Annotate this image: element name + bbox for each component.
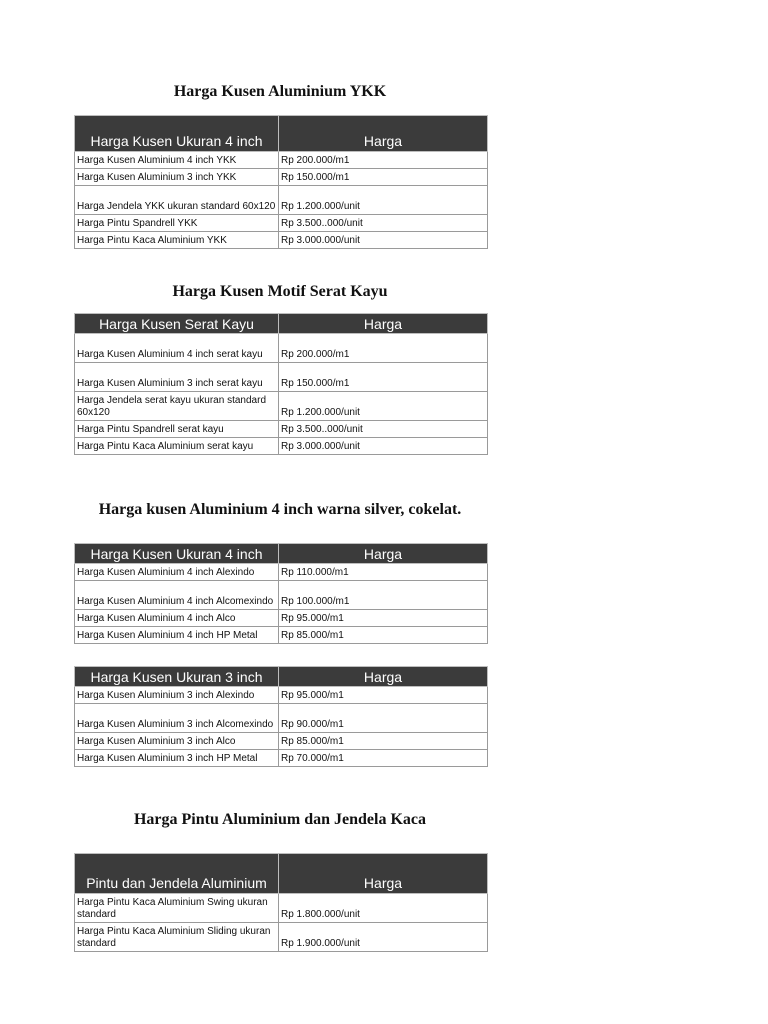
table-row bbox=[75, 232, 488, 249]
item-cell: Harga Kusen Aluminium 4 inch Alexindo bbox=[75, 564, 279, 581]
table-row bbox=[75, 687, 488, 704]
column-header-item: Harga Kusen Ukuran 3 inch bbox=[75, 667, 279, 687]
item-cell: Harga Kusen Aluminium 3 inch Alco bbox=[75, 733, 279, 750]
price-table-pintu-jendela bbox=[74, 853, 488, 952]
table-row bbox=[75, 169, 488, 186]
table-row bbox=[75, 392, 488, 421]
column-header-price: Harga bbox=[279, 544, 488, 564]
table-row bbox=[75, 152, 488, 169]
table-row bbox=[75, 610, 488, 627]
price-cell: Rp 95.000/m1 bbox=[279, 610, 488, 627]
table-row bbox=[75, 894, 488, 923]
item-cell: Harga Jendela YKK ukuran standard 60x120 bbox=[75, 186, 279, 215]
price-table-ykk bbox=[74, 115, 488, 249]
section-heading-pintu-jendela: Harga Pintu Aluminium dan Jendela Kaca bbox=[133, 811, 427, 828]
table-header-row bbox=[75, 314, 488, 334]
item-cell: Harga Pintu Kaca Aluminium Sliding ukuran standard bbox=[75, 923, 279, 952]
price-cell: Rp 110.000/m1 bbox=[279, 564, 488, 581]
column-header-item: Pintu dan Jendela Aluminium bbox=[75, 854, 279, 894]
price-cell: Rp 200.000/m1 bbox=[279, 152, 488, 169]
column-header-item: Harga Kusen Ukuran 4 inch bbox=[75, 544, 279, 564]
price-cell: Rp 1.900.000/unit bbox=[279, 923, 488, 952]
column-header-item: Harga Kusen Ukuran 4 inch bbox=[75, 116, 279, 152]
item-cell: Harga Kusen Aluminium 4 inch serat kayu bbox=[75, 334, 279, 363]
item-cell: Harga Pintu Kaca Aluminium Swing ukuran standard bbox=[75, 894, 279, 923]
item-cell: Harga Kusen Aluminium 4 inch YKK bbox=[75, 152, 279, 169]
section-heading-warna: Harga kusen Aluminium 4 inch warna silver, cokelat. bbox=[98, 501, 462, 518]
price-cell: Rp 3.000.000/unit bbox=[279, 438, 488, 455]
item-cell: Harga Kusen Aluminium 4 inch Alco bbox=[75, 610, 279, 627]
price-cell: Rp 100.000/m1 bbox=[279, 581, 488, 610]
price-cell: Rp 95.000/m1 bbox=[279, 687, 488, 704]
table-row bbox=[75, 704, 488, 733]
price-cell: Rp 70.000/m1 bbox=[279, 750, 488, 767]
table-row bbox=[75, 733, 488, 750]
price-cell: Rp 3.500..000/unit bbox=[279, 421, 488, 438]
table-row bbox=[75, 923, 488, 952]
table-row bbox=[75, 627, 488, 644]
item-cell: Harga Jendela serat kayu ukuran standard 60x120 bbox=[75, 392, 279, 421]
column-header-price: Harga bbox=[279, 667, 488, 687]
table-header-row bbox=[75, 854, 488, 894]
table-row bbox=[75, 363, 488, 392]
table-row bbox=[75, 186, 488, 215]
item-cell: Harga Kusen Aluminium 3 inch serat kayu bbox=[75, 363, 279, 392]
column-header-price: Harga bbox=[279, 314, 488, 334]
table-header-row bbox=[75, 667, 488, 687]
item-cell: Harga Kusen Aluminium 3 inch HP Metal bbox=[75, 750, 279, 767]
column-header-price: Harga bbox=[279, 854, 488, 894]
price-cell: Rp 3.500..000/unit bbox=[279, 215, 488, 232]
price-table-serat-kayu bbox=[74, 313, 488, 455]
table-row bbox=[75, 750, 488, 767]
item-cell: Harga Pintu Kaca Aluminium YKK bbox=[75, 232, 279, 249]
price-cell: Rp 1.800.000/unit bbox=[279, 894, 488, 923]
price-cell: Rp 200.000/m1 bbox=[279, 334, 488, 363]
item-cell: Harga Pintu Spandrell YKK bbox=[75, 215, 279, 232]
column-header-price: Harga bbox=[279, 116, 488, 152]
item-cell: Harga Kusen Aluminium 4 inch HP Metal bbox=[75, 627, 279, 644]
table-row bbox=[75, 438, 488, 455]
table-row bbox=[75, 564, 488, 581]
price-cell: Rp 85.000/m1 bbox=[279, 627, 488, 644]
table-header-row bbox=[75, 116, 488, 152]
section-heading-ykk: Harga Kusen Aluminium YKK bbox=[173, 83, 387, 100]
item-cell: Harga Kusen Aluminium 3 inch Alexindo bbox=[75, 687, 279, 704]
item-cell: Harga Kusen Aluminium 3 inch YKK bbox=[75, 169, 279, 186]
table-row bbox=[75, 581, 488, 610]
column-header-item: Harga Kusen Serat Kayu bbox=[75, 314, 279, 334]
table-row bbox=[75, 334, 488, 363]
price-table-4-inch bbox=[74, 543, 488, 644]
table-header-row bbox=[75, 544, 488, 564]
price-table-3-inch bbox=[74, 666, 488, 767]
price-cell: Rp 1.200.000/unit bbox=[279, 392, 488, 421]
table-row bbox=[75, 421, 488, 438]
item-cell: Harga Kusen Aluminium 4 inch Alcomexindo bbox=[75, 581, 279, 610]
item-cell: Harga Pintu Kaca Aluminium serat kayu bbox=[75, 438, 279, 455]
price-cell: Rp 3.000.000/unit bbox=[279, 232, 488, 249]
section-heading-serat-kayu: Harga Kusen Motif Serat Kayu bbox=[172, 283, 388, 300]
table-row bbox=[75, 215, 488, 232]
price-cell: Rp 90.000/m1 bbox=[279, 704, 488, 733]
price-cell: Rp 85.000/m1 bbox=[279, 733, 488, 750]
price-cell: Rp 150.000/m1 bbox=[279, 363, 488, 392]
price-cell: Rp 150.000/m1 bbox=[279, 169, 488, 186]
price-cell: Rp 1.200.000/unit bbox=[279, 186, 488, 215]
item-cell: Harga Kusen Aluminium 3 inch Alcomexindo bbox=[75, 704, 279, 733]
item-cell: Harga Pintu Spandrell serat kayu bbox=[75, 421, 279, 438]
